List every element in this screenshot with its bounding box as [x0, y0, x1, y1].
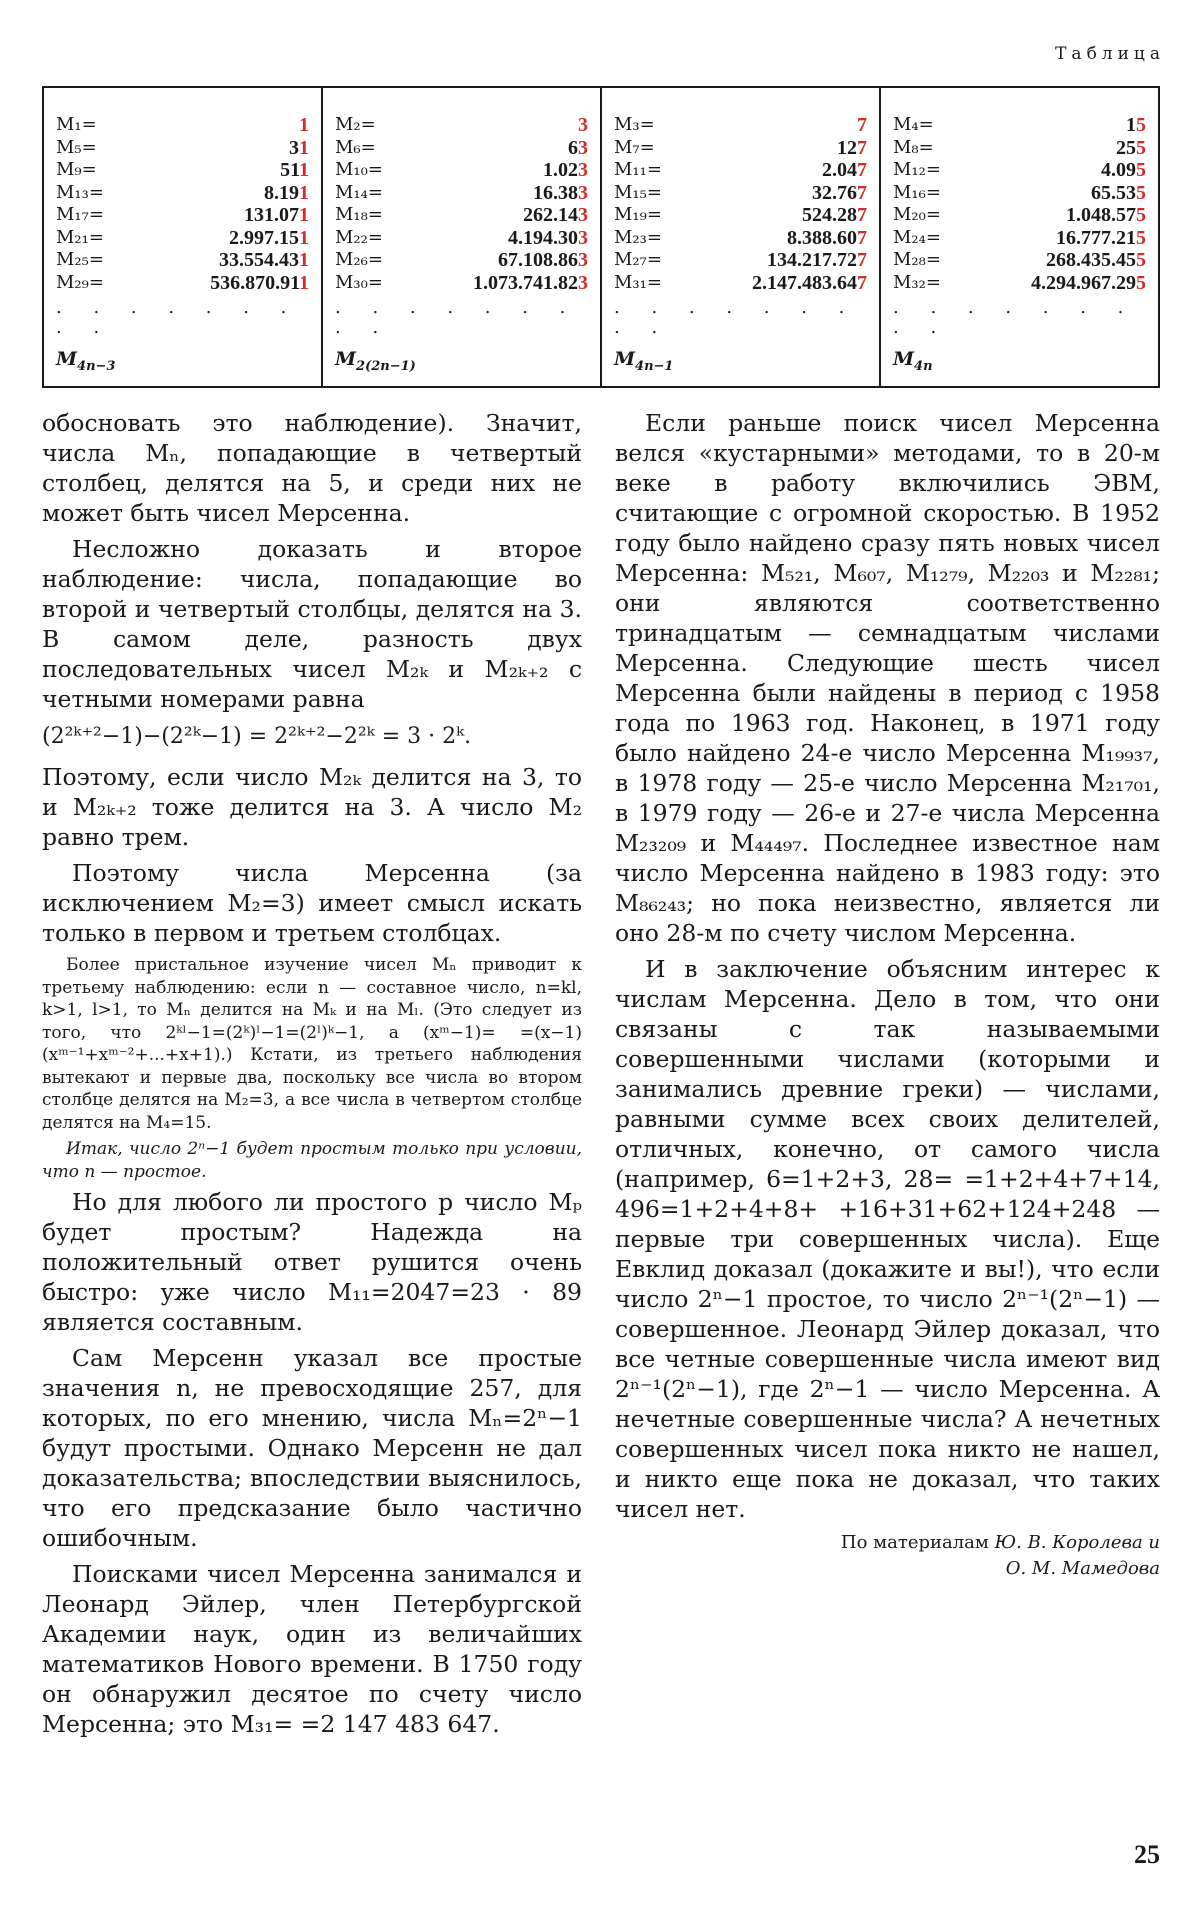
last-digit: 1: [299, 114, 309, 136]
row-label: M₂₂=: [335, 226, 383, 248]
table-row: [893, 227, 1146, 250]
last-digit: 7: [857, 159, 867, 181]
row-label: M₁₆=: [893, 181, 941, 203]
row-value: [299, 114, 309, 137]
row-value: 4.294.967.295: [1031, 271, 1146, 294]
row-value: 255: [1116, 136, 1146, 159]
row-value: 8.191: [264, 181, 309, 204]
last-digit: 3: [578, 204, 588, 226]
row-label: M₈=: [893, 136, 934, 158]
row-label: M₁₈=: [335, 204, 383, 225]
column-footer: $M_{4n}$: [893, 348, 933, 374]
table-row: [335, 249, 588, 272]
table-row: [56, 204, 309, 227]
last-digit: 1: [299, 181, 309, 204]
table-row: [56, 137, 309, 160]
page-number: 25: [1134, 1840, 1160, 1869]
table-row: [56, 249, 309, 272]
last-digit: 3: [578, 271, 588, 294]
left-text-column: [42, 408, 582, 1745]
row-label: M₂₇=: [614, 249, 662, 270]
last-digit: 5: [1136, 159, 1146, 181]
last-digit: 5: [1136, 114, 1146, 136]
row-label: M₉=: [56, 159, 97, 180]
row-value: 67.108.863: [498, 249, 588, 271]
row-value: 31: [289, 136, 309, 159]
row-label: M₁₀=: [335, 159, 383, 180]
last-digit: 7: [857, 204, 867, 226]
table-column-4n: [880, 87, 1159, 387]
table-row: [614, 137, 867, 160]
row-label: M₃₀=: [335, 271, 383, 293]
last-digit: 7: [857, 271, 867, 294]
row-value: [578, 114, 588, 137]
row-value: 134.217.727: [767, 249, 867, 271]
row-value: 63: [568, 136, 588, 159]
row-value: [857, 114, 867, 137]
table-row: [335, 114, 588, 137]
table-row: [56, 159, 309, 182]
row-label: M₂₀=: [893, 204, 941, 225]
row-value: 8.388.607: [787, 226, 867, 249]
table-row: [614, 182, 867, 205]
row-label: M₁₂=: [893, 159, 941, 180]
row-value: 2.997.151: [229, 226, 309, 249]
right-text-column: [615, 408, 1160, 1582]
row-label: M₃=: [614, 114, 655, 135]
column-footer: $M_{4n-1}$: [614, 348, 674, 374]
ellipsis-row: . . . . . . . . .: [335, 297, 579, 338]
row-value: 16.383: [533, 181, 588, 204]
last-digit: 5: [1136, 136, 1146, 159]
small-print-conclusion: Итак, число 2ⁿ−1 будет простым только при условии, что n — простое.: [42, 1139, 582, 1182]
table-row: [335, 204, 588, 227]
row-value: 2.147.483.647: [752, 271, 867, 294]
row-value: 131.071: [244, 204, 309, 226]
table-row: [56, 227, 309, 250]
row-value: 4.095: [1101, 159, 1146, 181]
table-row: [614, 272, 867, 295]
last-digit: 3: [578, 249, 588, 271]
last-digit: 5: [1136, 271, 1146, 294]
row-label: M₂₄=: [893, 226, 941, 248]
last-digit: 3: [578, 226, 588, 249]
row-label: M₁₅=: [614, 181, 662, 203]
row-label: M₂=: [335, 114, 376, 135]
last-digit: 3: [578, 181, 588, 204]
mersenne-table: [42, 86, 1160, 388]
row-label: M₃₂=: [893, 271, 941, 293]
paragraph: Но для любого ли простого p число Mₚ будет простым? Надежда на положительный ответ рушится очень быстро: уже число M₁₁=2047=23 · 89 является составным.: [42, 1188, 582, 1336]
table-column-4n-3: [43, 87, 322, 387]
last-digit: 7: [857, 249, 867, 271]
table-row: [893, 137, 1146, 160]
table-row: [56, 272, 309, 295]
table-caption: Таблица: [1055, 44, 1165, 64]
row-label: M₂₁=: [56, 226, 104, 248]
row-label: M₁₉=: [614, 204, 662, 225]
row-value: 65.535: [1091, 181, 1146, 204]
last-digit: 1: [299, 159, 309, 181]
paragraph: Несложно доказать и второе наблюдение: числа, попадающие во второй и четвертый столбцы, делятся на 3. В самом деле, разность двух последовательных чисел M₂ₖ и M₂ₖ₊₂ с четными номерами равна: [42, 535, 582, 713]
table-row: [614, 204, 867, 227]
table-row: [335, 159, 588, 182]
row-label: M₁₇=: [56, 204, 104, 225]
last-digit: 7: [857, 136, 867, 159]
paragraph: Если раньше поиск чисел Мерсенна велся «кустарными» методами, то в 20-м веке в работу включились ЭВМ, считающие с огромной скоростью. В 1952 году было найдено сразу пять новых чисел Мерсенна: M₅₂₁, M₆₀₇, M₁₂₇₉, M₂₂₀₃ и M₂₂₈₁; они являются соответственно тринадцатым — семнадцатым числами Мерсенна. Следующие шесть чисел Мерсенна были найдены в период с 1958 года по 1963 год. Наконец, в 1971 году было найдено 24-е число Мерсенна M₁₉₉₃₇, в 1978 году — 25-е число Мерсенна M₂₁₇₀₁, в 1979 году — 26-е и 27-е числа Мерсенна M₂₃₂₀₉ и M₄₄₄₉₇. Последнее известное нам число Мерсенна найдено в 1983 году: это M₈₆₂₄₃; но пока неизвестно, является ли оно 28-м по счету числом Мерсенна.: [615, 409, 1160, 947]
row-value: 524.287: [802, 204, 867, 226]
last-digit: 7: [857, 226, 867, 249]
last-digit: 3: [578, 114, 588, 136]
last-digit: 5: [1136, 226, 1146, 249]
last-digit: 1: [299, 226, 309, 249]
table-row: [335, 272, 588, 295]
paragraph: Поэтому, если число M₂ₖ делится на 3, то и M₂ₖ₊₂ тоже делится на 3. А число M₂ равно трем.: [42, 763, 582, 851]
row-value: 15: [1126, 114, 1146, 136]
formula: (2²ᵏ⁺²−1)−(2²ᵏ−1) = 2²ᵏ⁺²−2²ᵏ = 3 · 2ᵏ.: [42, 724, 472, 749]
table-row: [335, 227, 588, 250]
last-digit: 5: [1136, 204, 1146, 226]
row-label: M₂₅=: [56, 249, 104, 270]
row-label: M₁₃=: [56, 181, 104, 203]
row-value: 2.047: [822, 159, 867, 181]
last-digit: 7: [857, 114, 867, 136]
table-row: [56, 114, 309, 137]
row-label: M₃₁=: [614, 271, 662, 293]
last-digit: 1: [299, 204, 309, 226]
table-row: [893, 249, 1146, 272]
credit: По материалам Ю. В. Королева и О. М. Мамедова: [840, 1532, 1160, 1579]
row-value: 1.048.575: [1066, 204, 1146, 226]
paragraph: И в заключение объясним интерес к числам Мерсенна. Дело в том, что они связаны с так называемыми совершенными числами (которыми и занимались древние греки) — числами, равными сумме всех своих делителей, отличных, конечно, от самого числа (например, 6=1+2+3, 28= =1+2+4+7+14, 496=1+2+4+8+ +16+31+62+124+248 — первые три совершенных числа). Еще Евклид доказал (докажите и вы!), что если число 2ⁿ−1 простое, то число 2ⁿ⁻¹(2ⁿ−1) — совершенное. Леонард Эйлер доказал, что все четные совершенные числа имеют вид 2ⁿ⁻¹(2ⁿ−1), где 2ⁿ−1 — число Мерсенна. А нечетные совершенные числа? А нечетных совершенных чисел пока никто не нашел, и никто еще пока не доказал, что таких чисел нет.: [615, 955, 1160, 1523]
row-label: M₇=: [614, 136, 655, 158]
row-label: M₅=: [56, 136, 97, 158]
row-value: 262.143: [523, 204, 588, 226]
row-label: M₄=: [893, 114, 934, 135]
table-row: [335, 182, 588, 205]
ellipsis-row: . . . . . . . . .: [56, 297, 300, 338]
row-label: M₂₉=: [56, 271, 104, 293]
table-row: [614, 227, 867, 250]
row-label: M₁=: [56, 114, 97, 135]
column-footer: $M_{2(2n-1)}$: [335, 348, 416, 374]
row-label: M₁₁=: [614, 159, 662, 180]
last-digit: 7: [857, 181, 867, 204]
table-row: [893, 114, 1146, 137]
row-value: 33.554.431: [219, 249, 309, 271]
last-digit: 5: [1136, 249, 1146, 271]
paragraph: Поэтому числа Мерсенна (за исключением M₂=3) имеет смысл искать только в первом и третьем столбцах.: [42, 859, 582, 947]
row-value: 511: [280, 159, 309, 181]
paragraph: обосновать это наблюдение). Значит, числа Mₙ, попадающие в четвертый столбец, делятся на 5, и среди них не может быть чисел Мерсенна.: [42, 409, 582, 527]
row-value: 127: [837, 136, 867, 159]
paragraph: Поисками чисел Мерсенна занимался и Леонард Эйлер, член Петербургской Академии наук, один из величайших математиков Нового времени. В 1750 году он обнаружил десятое по счету число Мерсенна; это M₃₁= =2 147 483 647.: [42, 1560, 582, 1738]
row-label: M₂₈=: [893, 249, 941, 270]
row-value: 268.435.455: [1046, 249, 1146, 271]
row-label: M₆=: [335, 136, 376, 158]
table-column-2-2n-1: [322, 87, 601, 387]
column-footer: $M_{4n-3}$: [56, 348, 116, 374]
row-value: 1.073.741.823: [473, 271, 588, 294]
last-digit: 1: [299, 271, 309, 294]
table-row: [614, 249, 867, 272]
row-label: M₁₄=: [335, 181, 383, 203]
row-value: 536.870.911: [210, 271, 309, 294]
row-label: M₂₆=: [335, 249, 383, 270]
table-row: [614, 114, 867, 137]
table-row: [893, 272, 1146, 295]
small-print-note: Более пристальное изучение чисел Mₙ приводит к третьему наблюдению: если n — составное число, n=kl, k>1, l>1, то Mₙ делится на Mₖ и на Mₗ. (Это следует из того, что 2ᵏˡ−1=(2ᵏ)ˡ−1=(2ˡ)ᵏ−1, а (xᵐ−1)= =(x−1)(xᵐ⁻¹+xᵐ⁻²+...+x+1).) Кстати, из третьего наблюдения вытекают и первые два, поскольку все числа во втором столбце делятся на M₂=3, а все числа в четвертом столбце делятся на M₄=15.: [42, 955, 582, 1133]
last-digit: 5: [1136, 181, 1146, 204]
last-digit: 1: [299, 136, 309, 159]
paragraph: Сам Мерсенн указал все простые значения n, не превосходящие 257, для которых, по его мнению, числа Mₙ=2ⁿ−1 будут простыми. Однако Мерсенн не дал доказательства; впоследствии выяснилось, что его предсказание было частично ошибочным.: [42, 1344, 582, 1552]
ellipsis-row: . . . . . . . . .: [893, 297, 1137, 338]
last-digit: 3: [578, 159, 588, 181]
row-value: 32.767: [812, 181, 867, 204]
table-row: [893, 159, 1146, 182]
last-digit: 1: [299, 249, 309, 271]
row-value: 16.777.215: [1056, 226, 1146, 249]
table-row: [335, 137, 588, 160]
ellipsis-row: . . . . . . . . .: [614, 297, 858, 338]
row-label: M₂₃=: [614, 226, 662, 248]
table-row: [893, 204, 1146, 227]
table-row: [56, 182, 309, 205]
table-column-4n-1: [601, 87, 880, 387]
row-value: 4.194.303: [508, 226, 588, 249]
table-row: [614, 159, 867, 182]
last-digit: 3: [578, 136, 588, 159]
row-value: 1.023: [543, 159, 588, 181]
table-row: [893, 182, 1146, 205]
